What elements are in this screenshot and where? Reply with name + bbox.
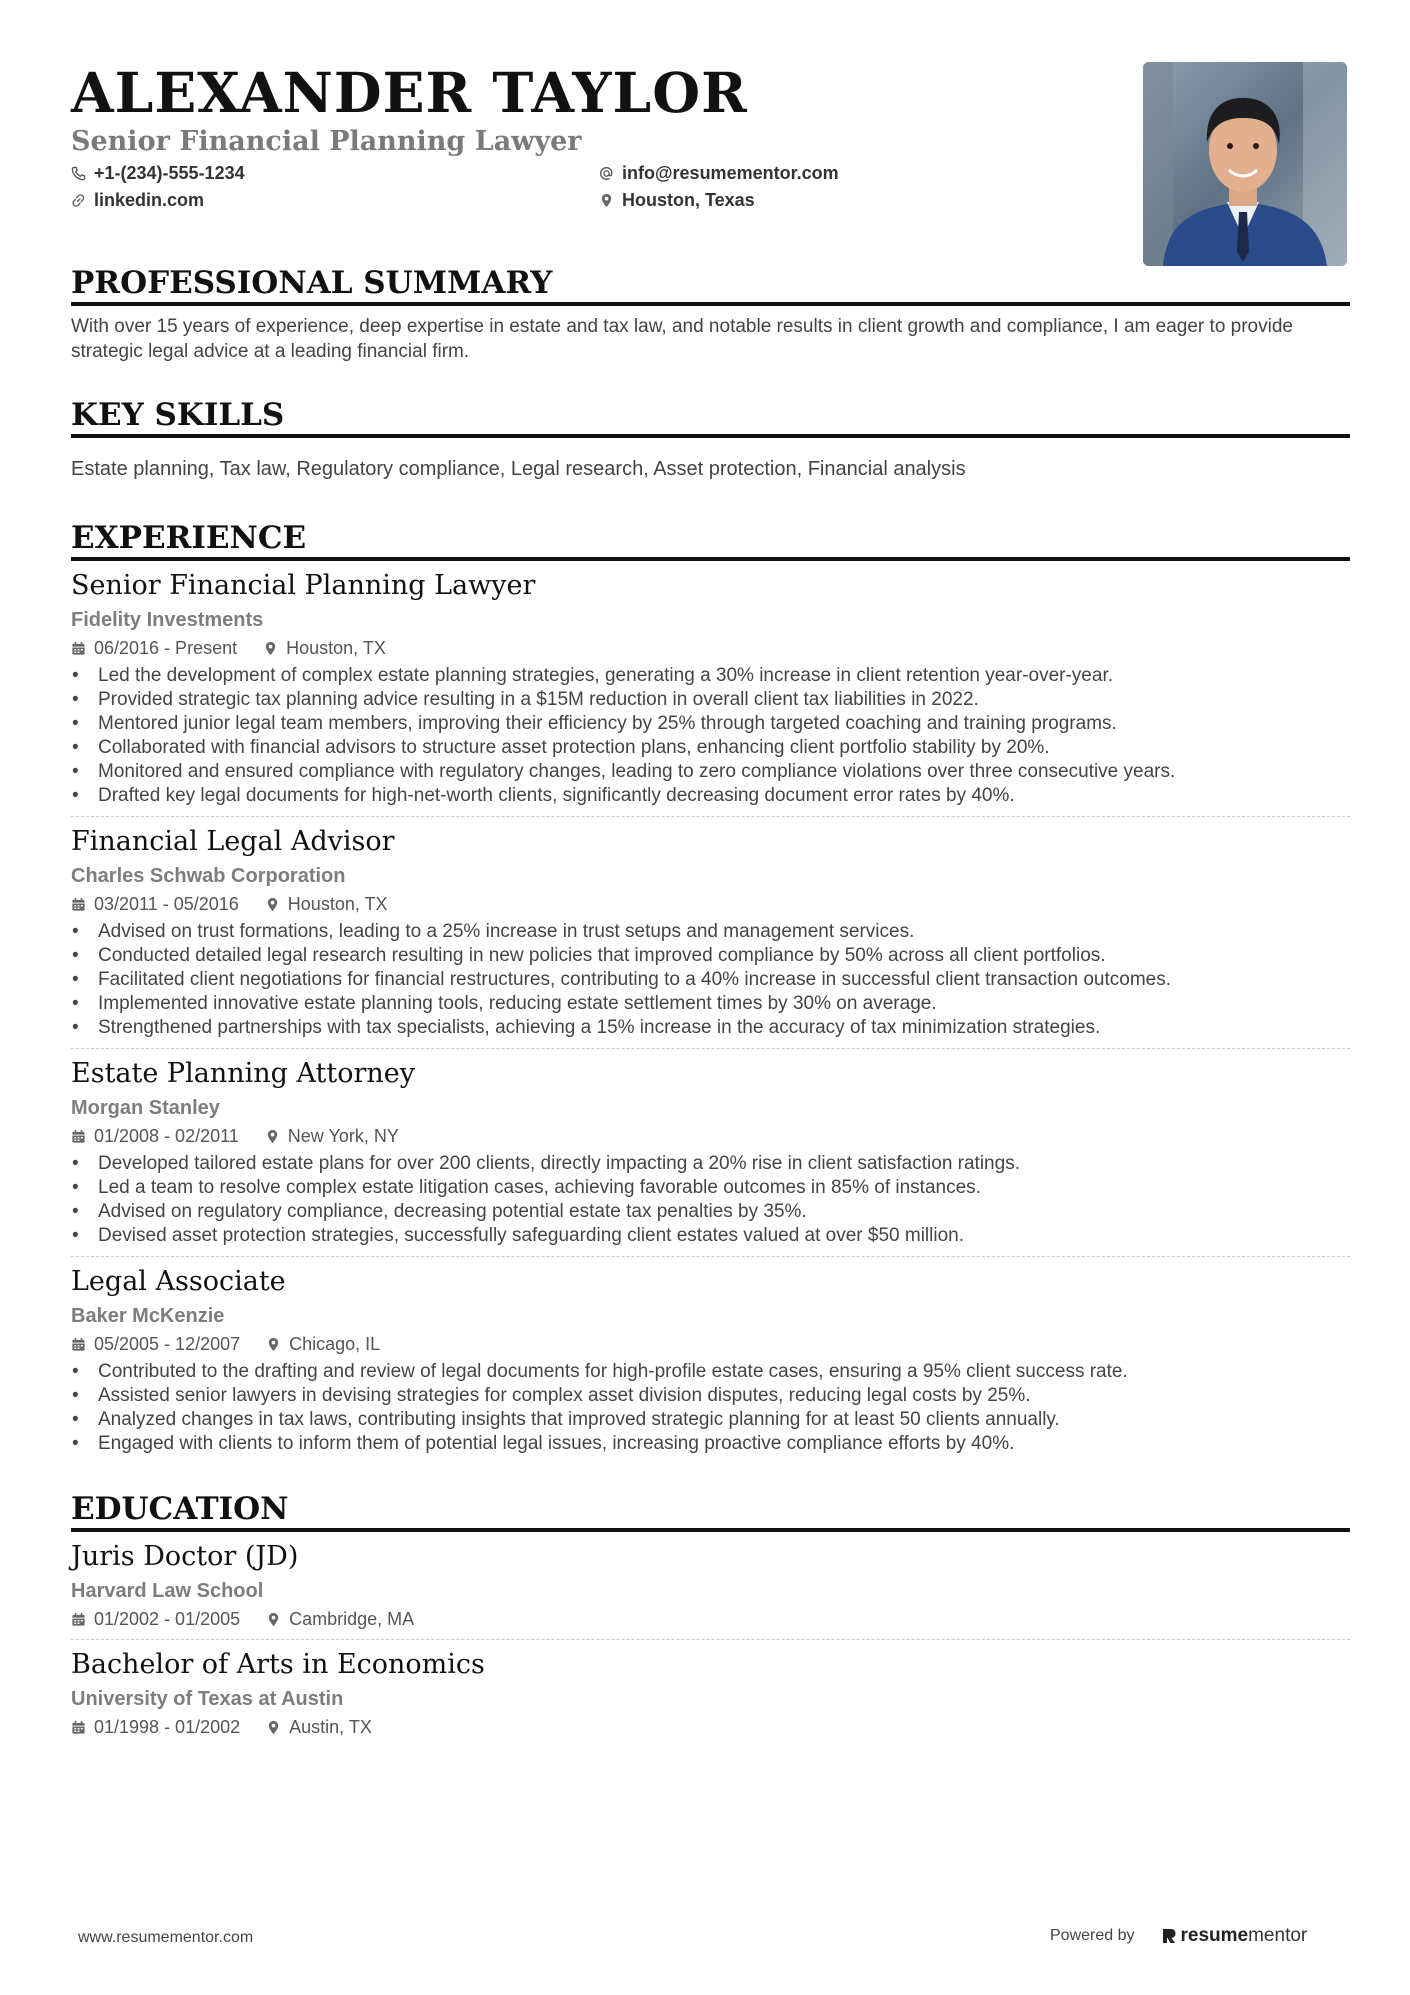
location-pin-icon — [599, 193, 614, 208]
location-pin-icon — [266, 1612, 281, 1627]
education-heading: EDUCATION — [71, 1490, 1350, 1532]
calendar-icon — [71, 1612, 86, 1627]
bullet-item: • Drafted key legal documents for high-net-worth clients, significantly decreasing document error rates by 40%. — [71, 784, 1350, 808]
bullet-item: • Advised on trust formations, leading to a 25% increase in trust setups and management services. — [71, 920, 1350, 944]
job-location — [265, 892, 388, 916]
job-dates — [71, 1332, 240, 1356]
bullet-item: • Mentored junior legal team members, improving their efficiency by 25% through targeted coaching and training programs. — [71, 712, 1350, 736]
bullet-item: • Provided strategic tax planning advice resulting in a $15M reduction in overall client tax liabilities in 2022. — [71, 688, 1350, 712]
bullet-item: • Assisted senior lawyers in devising strategies for complex asset division disputes, reducing legal costs by 25%. — [71, 1384, 1350, 1408]
bullet-item: • Strengthened partnerships with tax specialists, achieving a 15% increase in the accuracy of tax minimization strategies. — [71, 1016, 1350, 1040]
job-entry — [71, 1049, 1350, 1257]
education-section — [71, 1490, 1350, 1747]
candidate-role: Senior Financial Planning Lawyer — [71, 126, 582, 157]
brand-light-text: mentor — [1248, 1925, 1308, 1946]
footer-website[interactable]: www.resumementor.com — [78, 1929, 254, 1946]
company-name: Charles Schwab Corporation — [71, 865, 346, 887]
degree-title: Bachelor of Arts in Economics — [71, 1649, 485, 1680]
education-location — [266, 1715, 372, 1739]
location-pin-icon — [263, 641, 278, 656]
calendar-icon — [71, 1129, 86, 1144]
dates-text: 06/2016 - Present — [94, 638, 238, 658]
company-name: Morgan Stanley — [71, 1097, 220, 1119]
job-bullets — [71, 1360, 1350, 1456]
job-dates — [71, 636, 237, 660]
footer-branding — [1050, 1925, 1307, 1947]
summary-section — [71, 264, 1350, 364]
calendar-icon — [71, 897, 86, 912]
location-text: Cambridge, MA — [289, 1609, 415, 1629]
skills-heading: KEY SKILLS — [71, 396, 1350, 438]
job-list — [71, 561, 1350, 1464]
education-dates — [71, 1607, 240, 1631]
job-location — [266, 1332, 380, 1356]
dates-text: 01/2008 - 02/2011 — [94, 1126, 239, 1146]
profile-photo — [1143, 62, 1347, 266]
company-name: Fidelity Investments — [71, 609, 264, 631]
candidate-name: ALEXANDER TAYLOR — [71, 60, 748, 125]
bullet-item: • Developed tailored estate plans for over 200 clients, directly impacting a 20% rise in client satisfaction ratings. — [71, 1152, 1350, 1176]
contact-phone — [71, 162, 599, 185]
location-pin-icon — [266, 1337, 281, 1352]
bullet-item: • Facilitated client negotiations for financial restructures, contributing to a 40% increase in successful client transaction outcomes. — [71, 968, 1350, 992]
bullet-item: • Implemented innovative estate planning tools, reducing estate settlement times by 30% on average. — [71, 992, 1350, 1016]
job-entry — [71, 1257, 1350, 1464]
location-text: Austin, TX — [289, 1717, 372, 1737]
calendar-icon — [71, 641, 86, 656]
location-text: New York, NY — [287, 1126, 399, 1146]
job-dates — [71, 892, 239, 916]
powered-by-label: Powered by — [1050, 1927, 1135, 1944]
bullet-item: • Contributed to the drafting and review of legal documents for high-profile estate cases, ensuring a 95% client success rate. — [71, 1360, 1350, 1384]
location-pin-icon — [265, 1129, 280, 1144]
bullet-item: • Collaborated with financial advisors to structure asset protection plans, enhancing client portfolio stability by 20%. — [71, 736, 1350, 760]
degree-title: Juris Doctor (JD) — [71, 1541, 299, 1572]
calendar-icon — [71, 1720, 86, 1735]
phone-icon — [71, 166, 86, 181]
bullet-item: • Led the development of complex estate planning strategies, generating a 30% increase in client retention year-over-year. — [71, 664, 1350, 688]
bullet-item: • Analyzed changes in tax laws, contributing insights that improved strategic planning for at least 50 clients annually. — [71, 1408, 1350, 1432]
dates-text: 01/2002 - 01/2005 — [94, 1609, 241, 1629]
location-text: Houston, TX — [287, 894, 388, 914]
brand-logo[interactable] — [1161, 1925, 1308, 1947]
location-text: Chicago, IL — [289, 1334, 381, 1354]
job-title: Financial Legal Advisor — [71, 826, 395, 857]
education-dates — [71, 1715, 240, 1739]
job-bullets — [71, 1152, 1350, 1248]
experience-section — [71, 519, 1350, 1464]
job-dates — [71, 1124, 239, 1148]
contact-email[interactable] — [599, 162, 1019, 185]
school-name: University of Texas at Austin — [71, 1688, 344, 1710]
summary-text: With over 15 years of experience, deep expertise in estate and tax law, and notable results in client growth and compliance, I am eager to provide strategic legal advice at a leading financial firm. — [71, 316, 1293, 362]
location-pin-icon — [266, 1720, 281, 1735]
dates-text: 01/1998 - 01/2002 — [94, 1717, 241, 1737]
job-bullets — [71, 664, 1350, 808]
bullet-item: • Led a team to resolve complex estate litigation cases, achieving favorable outcomes in 85% of instances. — [71, 1176, 1350, 1200]
job-entry — [71, 817, 1350, 1049]
job-meta — [71, 1124, 1350, 1148]
job-meta — [71, 1332, 1350, 1356]
link-icon — [71, 193, 86, 208]
job-location — [265, 1124, 399, 1148]
bullet-item: • Devised asset protection strategies, successfully safeguarding client estates valued at over $50 million. — [71, 1224, 1350, 1248]
location-text: Houston, Texas — [622, 190, 755, 210]
school-name: Harvard Law School — [71, 1580, 264, 1602]
dates-text: 05/2005 - 12/2007 — [94, 1334, 241, 1354]
job-title: Legal Associate — [71, 1266, 286, 1297]
education-meta — [71, 1715, 1350, 1739]
education-location — [266, 1607, 414, 1631]
email-text: info@resumementor.com — [622, 163, 839, 183]
brand-bold-text: resume — [1180, 1925, 1249, 1946]
location-pin-icon — [265, 897, 280, 912]
bullet-item: • Monitored and ensured compliance with regulatory changes, leading to zero compliance violations over three consecutive years. — [71, 760, 1350, 784]
job-title: Estate Planning Attorney — [71, 1058, 415, 1089]
portrait-illustration — [1143, 62, 1347, 266]
contact-location — [599, 189, 1019, 212]
location-text: Houston, TX — [286, 638, 386, 658]
job-meta — [71, 636, 1350, 660]
bullet-item: • Engaged with clients to inform them of potential legal issues, increasing proactive compliance efforts by 40%. — [71, 1432, 1350, 1456]
bullet-item: • Conducted detailed legal research resulting in new policies that improved compliance by 50% across all client portfolios. — [71, 944, 1350, 968]
education-meta — [71, 1607, 1350, 1631]
bullet-item: • Advised on regulatory compliance, decreasing potential estate tax penalties by 35%. — [71, 1200, 1350, 1224]
education-entry — [71, 1532, 1350, 1640]
education-entry — [71, 1640, 1350, 1747]
job-location — [263, 636, 386, 660]
company-name: Baker McKenzie — [71, 1305, 225, 1327]
job-bullets — [71, 920, 1350, 1040]
linkedin-text: linkedin.com — [94, 190, 205, 210]
education-list — [71, 1532, 1350, 1747]
dates-text: 03/2011 - 05/2016 — [94, 894, 239, 914]
skills-section — [71, 396, 1350, 482]
job-title: Senior Financial Planning Lawyer — [71, 570, 536, 601]
experience-heading: EXPERIENCE — [71, 519, 1350, 561]
job-meta — [71, 892, 1350, 916]
at-icon — [599, 166, 614, 181]
skills-text: Estate planning, Tax law, Regulatory compliance, Legal research, Asset protection, Financial analysis — [71, 458, 966, 480]
contact-linkedin[interactable] — [71, 189, 599, 212]
resumementor-logo-icon — [1161, 1927, 1177, 1945]
phone-text: +1-(234)-555-1234 — [94, 163, 245, 183]
resume-page — [71, 60, 1350, 1747]
job-entry — [71, 561, 1350, 817]
calendar-icon — [71, 1337, 86, 1352]
summary-heading: PROFESSIONAL SUMMARY — [71, 264, 1350, 306]
